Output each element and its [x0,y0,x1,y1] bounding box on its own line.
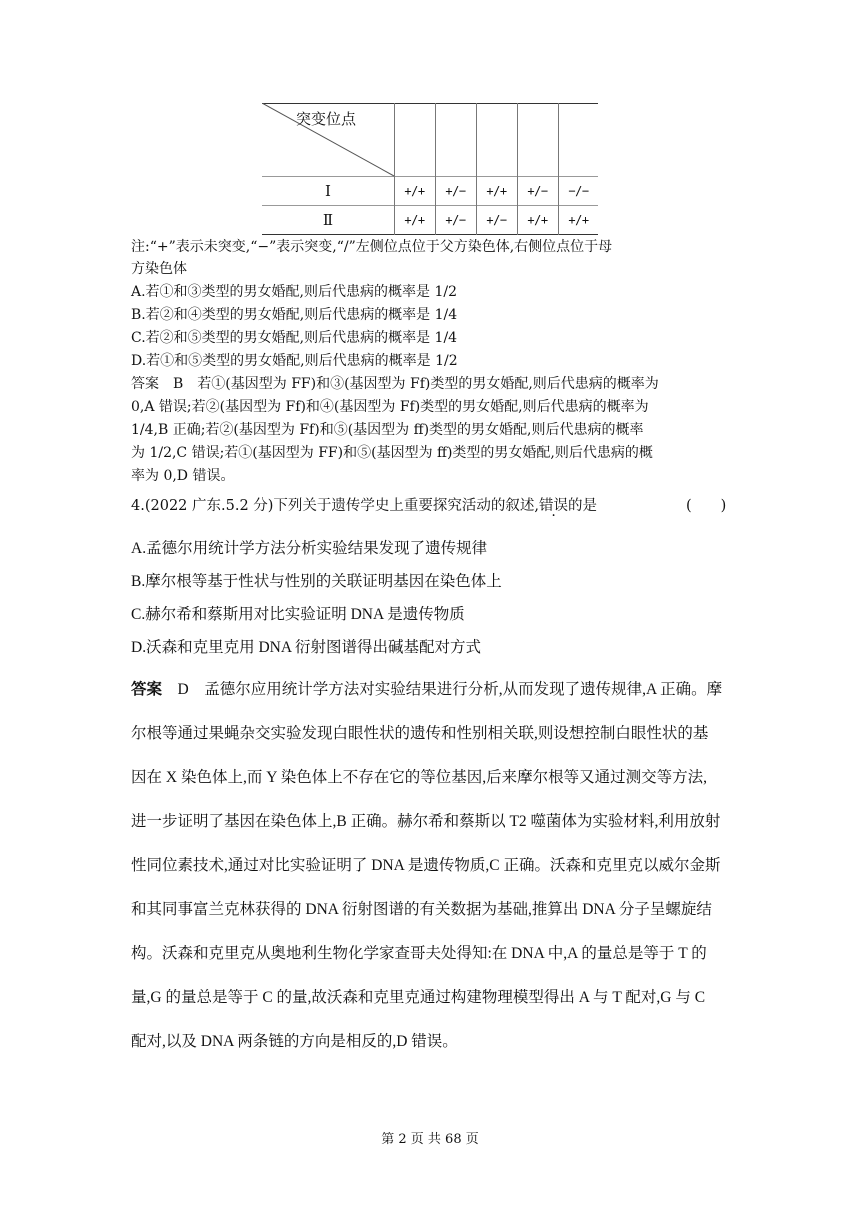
table-cell: −/− [568,184,589,198]
q4-answer-first-line [131,677,722,699]
q3-answer-line: 为 1/2,C 错误;若①(基因型为 FF)和⑤(基因型为 ff)类型的男女婚配,则后代患病的概 [131,445,653,461]
q4-option-c: C.赫尔希和蔡斯用对比实验证明 DNA 是遗传物质 [131,606,465,623]
q4-answer-line: 因在 X 染色体上,而 Y 染色体上不存在它的等位基因,后来摩尔根等又通过测交等方法, [131,769,707,786]
table-cell: +/− [445,213,466,227]
q4-answer-line: 构。沃森和克里克从奥地利生物化学家查哥夫处得知:在 DNA 中,A 的量总是等于 T 的 [131,945,707,962]
table-row-label: Ⅱ [322,211,334,229]
table-cell: +/− [445,184,466,198]
answer-label: 答案 [131,681,163,698]
table-row-divider [262,205,598,206]
q3-answer-line: 0,A 错误;若②(基因型为 Ff)和④(基因型为 Ff)类型的男女婚配,则后代患病的概率为 [131,399,649,415]
q4-stem-emphasis: 错误 [539,498,569,514]
table-cell: +/− [486,213,507,227]
q4-option-d: D.沃森和克里克用 DNA 衍射图谱得出碱基配对方式 [131,639,482,656]
q4-stem-text: 4.(2022 广东.5.2 分)下列关于遗传学史上重要探究活动的叙述, [131,498,540,514]
q4-answer-line: 尔根等通过果蝇杂交实验发现白眼性状的遗传和性别相关联,则设想控制白眼性状的基 [131,725,709,742]
q3-option-b: B.若②和④类型的男女婚配,则后代患病的概率是 1/4 [131,307,458,323]
q4-answer-line: 配对,以及 DNA 两条链的方向是相反的,D 错误。 [131,1033,458,1050]
q4-answer-line: 性同位素技术,通过对比实验证明了 DNA 是遗传物质,C 正确。沃森和克里克以威尔金斯 [131,857,721,874]
table-cell: +/+ [568,213,589,227]
q4-answer-line: 量,G 的量总是等于 C 的量,故沃森和克里克通过构建物理模型得出 A 与 T 配对,G 与 C [131,989,706,1006]
table-note: 注:“+”表示未突变,“−”表示突变,“/”左侧位点位于父方染色体,右侧位点位于母 [131,239,613,255]
q3-answer-line: 答案 B 若①(基因型为 FF)和③(基因型为 Ff)类型的男女婚配,则后代患病的概率为 [131,376,659,392]
q4-answer-line: 和其同事富兰克林获得的 DNA 衍射图谱的有关数据为基础,推算出 DNA 分子呈螺旋结 [131,901,712,918]
table-note-cont: 方染色体 [131,261,187,277]
q3-answer-line: 1/4,B 正确;若②(基因型为 Ff)和⑤(基因型为 ff)类型的男女婚配,则后代患病的概率 [131,422,644,438]
answer-text: D 孟德尔应用统计学方法对实验结果进行分析,从而发现了遗传规律,A 正确。摩 [162,681,723,698]
mutation-site-table [262,103,598,235]
table-cell: +/+ [404,184,425,198]
q4-answer-line: 进一步证明了基因在染色体上,B 正确。赫尔希和蔡斯以 T2 噬菌体为实验材料,利用放射 [131,813,721,830]
q3-answer-line: 率为 0,D 错误。 [131,468,235,484]
q4-stem [131,494,597,515]
q3-option-d: D.若①和⑤类型的男女婚配,则后代患病的概率是 1/2 [131,353,458,369]
q3-option-a: A.若①和③类型的男女婚配,则后代患病的概率是 1/2 [131,284,457,300]
table-row-label: Ⅰ [325,182,331,200]
table-cell: +/− [527,184,548,198]
q4-stem-end: 的是 [568,498,598,514]
answer-bracket: ( ) [686,498,727,514]
table-bottom-border [262,234,598,235]
q4-option-a: A.孟德尔用统计学方法分析实验结果发现了遗传规律 [131,540,488,557]
table-cell: +/+ [404,213,425,227]
q3-option-c: C.若②和⑤类型的男女婚配,则后代患病的概率是 1/4 [131,330,458,346]
table-cell: +/+ [486,184,507,198]
q4-option-b: B.摩尔根等基于性状与性别的关联证明基因在染色体上 [131,573,502,590]
page-number-footer: 第 2 页 共 68 页 [381,1132,479,1147]
table-header-label: 突变位点 [296,110,357,128]
table-cell: +/+ [527,213,548,227]
